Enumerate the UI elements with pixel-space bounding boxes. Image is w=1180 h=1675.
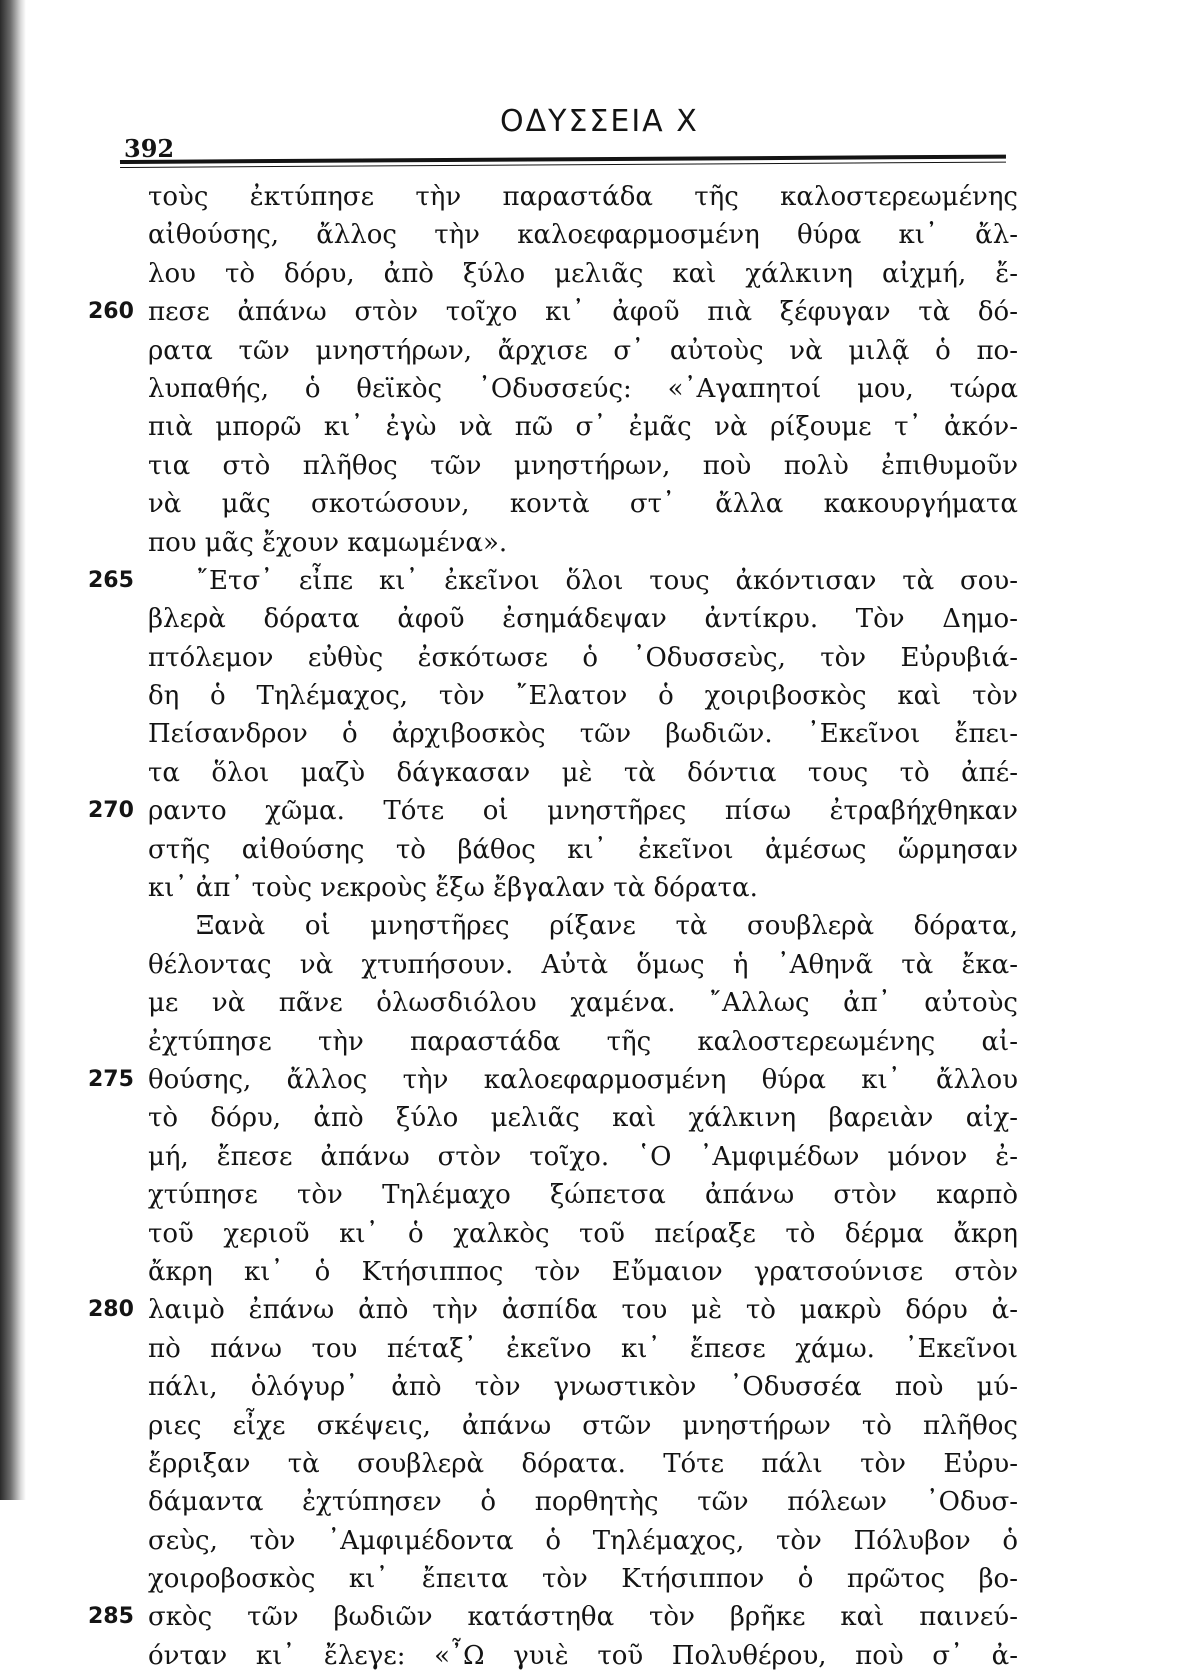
text-line [148, 255, 1018, 293]
line-text: θέλοντας νὰ χτυπήσουν. Αὐτὰ ὅμως ἡ ᾽Αθηνᾶ τὰ ἔκα- [148, 949, 1018, 980]
line-text: κι᾽ ἀπ᾽ τοὺς νεκροὺς ἔξω ἔβγαλαν τὰ δόρατα. [148, 873, 758, 904]
text-line [88, 1061, 1018, 1099]
running-title: ΟΔΥΣΣΕΙΑ Χ [500, 104, 699, 139]
text-line [148, 754, 1018, 792]
text-line [148, 216, 1018, 254]
text-line [148, 1637, 1018, 1675]
text-line [148, 1407, 1018, 1445]
line-text: πεσε ἀπάνω στὸν τοῖχο κι᾽ ἀφοῦ πιὰ ξέφυγαν τὰ δό- [148, 297, 1018, 328]
line-text: λαιμὸ ἐπάνω ἀπὸ τὴν ἀσπίδα του μὲ τὸ μακρὺ δόρυ ἀ- [148, 1295, 1018, 1326]
text-line [148, 715, 1018, 753]
line-text: νὰ μᾶς σκοτώσουν, κοντὰ στ᾽ ἄλλα κακουργήματα [148, 489, 1018, 520]
text-line [148, 178, 1018, 216]
text-line [148, 1560, 1018, 1598]
line-text: μή, ἔπεσε ἀπάνω στὸν τοῖχο. ῾Ο ᾽Αμφιμέδων μόνον ἐ- [148, 1141, 1018, 1172]
text-line [148, 946, 1018, 984]
text-line [148, 524, 1018, 562]
text-line [148, 639, 1018, 677]
text-line [148, 1330, 1018, 1368]
text-line [148, 408, 1018, 446]
line-text: αἰθούσης, ἄλλος τὴν καλοεφαρμοσμένη θύρα κι᾽ ἄλ- [148, 220, 1018, 251]
text-line [148, 1099, 1018, 1137]
text-line [88, 1291, 1018, 1329]
line-text: ραντο χῶμα. Τότε οἱ μνηστῆρες πίσω ἐτραβήχθηκαν [148, 796, 1018, 827]
line-text: λυπαθής, ὁ θεϊκὸς ᾽Οδυσσεύς: «᾽Αγαπητοί μου, τώρα [148, 373, 1018, 404]
line-text: ριες εἶχε σκέψεις, ἀπάνω στῶν μνηστήρων τὸ πλῆθος [148, 1410, 1018, 1441]
text-line [88, 562, 1018, 600]
line-number: 275 [88, 1066, 134, 1092]
text-block [88, 178, 1018, 1675]
text-line [148, 1445, 1018, 1483]
line-text: σκὸς τῶν βωδιῶν κατάστηθα τὸν βρῆκε καὶ παινεύ- [148, 1602, 1018, 1633]
line-text: ῎Ετσ᾽ εἶπε κι᾽ ἐκεῖνοι ὅλοι τους ἀκόντισαν τὰ σου- [196, 565, 1018, 596]
line-text: που μᾶς ἔχουν καμωμένα». [148, 527, 508, 558]
line-text: θούσης, ἄλλος τὴν καλοεφαρμοσμένη θύρα κι᾽ ἄλλου [148, 1064, 1018, 1095]
line-text: όνταν κι᾽ ἔλεγε: «῏Ω γυιὲ τοῦ Πολυθέρου, ποὺ σ᾽ ἀ- [148, 1640, 1018, 1671]
page-number: 392 [124, 134, 175, 163]
line-text: με νὰ πᾶνε ὁλωσδιόλου χαμένα. ῎Αλλως ἀπ᾽ αὐτοὺς [148, 988, 1018, 1019]
line-text: Πείσανδρον ὁ ἀρχιβοσκὸς τῶν βωδιῶν. ᾽Εκεῖνοι ἔπει- [148, 719, 1018, 750]
text-line [148, 1522, 1018, 1560]
text-line [148, 332, 1018, 370]
line-text: δη ὁ Τηλέμαχος, τὸν ῎Ελατον ὁ χοιριβοσκὸς καὶ τὸν [148, 681, 1018, 712]
text-line [148, 1138, 1018, 1176]
text-line [148, 984, 1018, 1022]
line-text: πὸ πάνω του πέταξ᾽ ἐκεῖνο κι᾽ ἔπεσε χάμω. ᾽Εκεῖνοι [148, 1333, 1018, 1364]
book-spine-shadow [0, 0, 26, 1500]
text-line [148, 370, 1018, 408]
line-text: τα ὅλοι μαζὺ δάγκασαν μὲ τὰ δόντια τους τὸ ἀπέ- [148, 757, 1018, 788]
text-line [148, 1215, 1018, 1253]
line-text: ἄκρη κι᾽ ὁ Κτήσιππος τὸν Εὔμαιον γρατσούνισε στὸν [148, 1256, 1018, 1287]
line-text: τὸ δόρυ, ἀπὸ ξύλο μελιᾶς καὶ χάλκινη βαρειὰν αἰχ- [148, 1103, 1018, 1134]
line-text: τοῦ χεριοῦ κι᾽ ὁ χαλκὸς τοῦ πείραξε τὸ δέρμα ἄκρη [148, 1218, 1018, 1249]
text-line [88, 293, 1018, 331]
text-line [148, 1176, 1018, 1214]
text-line [148, 1253, 1018, 1291]
line-text: χοιροβοσκὸς κι᾽ ἔπειτα τὸν Κτήσιππον ὁ πρῶτος βο- [148, 1564, 1018, 1595]
line-number: 270 [88, 798, 134, 824]
line-text: πιὰ μπορῶ κι᾽ ἐγὼ νὰ πῶ σ᾽ ἐμᾶς νὰ ρίξουμε τ᾽ ἀκόν- [148, 412, 1018, 443]
text-line [148, 677, 1018, 715]
text-line [148, 485, 1018, 523]
text-line [148, 1483, 1018, 1521]
line-text: ἐχτύπησε τὴν παραστάδα τῆς καλοστερεωμένης αἰ- [148, 1026, 1018, 1057]
line-text: τοὺς ἐκτύπησε τὴν παραστάδα τῆς καλοστερεωμένης [148, 182, 1018, 212]
line-text: πάλι, ὁλόγυρ᾽ ἀπὸ τὸν γνωστικὸν ᾽Οδυσσέα ποὺ μύ- [148, 1372, 1018, 1403]
line-text: ρατα τῶν μνηστήρων, ἄρχισε σ᾽ αὐτοὺς νὰ μιλᾷ ὁ πο- [148, 335, 1018, 366]
text-line [88, 1598, 1018, 1636]
text-line [148, 447, 1018, 485]
line-text: Ξανὰ οἱ μνηστῆρες ρίξανε τὰ σουβλερὰ δόρατα, [196, 911, 1018, 942]
line-number: 265 [88, 567, 134, 593]
line-number: 280 [88, 1297, 134, 1323]
text-line [88, 792, 1018, 830]
line-text: βλερὰ δόρατα ἀφοῦ ἐσημάδεψαν ἀντίκρυ. Τὸν Δημο- [148, 604, 1018, 635]
text-line [148, 907, 1018, 945]
line-text: τια στὸ πλῆθος τῶν μνηστήρων, ποὺ πολὺ ἐπιθυμοῦν [148, 450, 1018, 481]
text-line [148, 1023, 1018, 1061]
line-number: 260 [88, 299, 134, 325]
line-text: σεὺς, τὸν ᾽Αμφιμέδοντα ὁ Τηλέμαχος, τὸν Πόλυβον ὁ [148, 1525, 1018, 1556]
line-text: δάμαντα ἐχτύπησεν ὁ πορθητὴς τῶν πόλεων ᾽Οδυσ- [148, 1487, 1018, 1518]
line-text: λου τὸ δόρυ, ἀπὸ ξύλο μελιᾶς καὶ χάλκινη αἰχμή, ἔ- [148, 258, 1018, 289]
line-number: 285 [88, 1604, 134, 1630]
line-text: χτύπησε τὸν Τηλέμαχο ξώπετσα ἀπάνω στὸν καρπὸ [148, 1180, 1018, 1211]
text-line [148, 1368, 1018, 1406]
line-text: ἔρριξαν τὰ σουβλερὰ δόρατα. Τότε πάλι τὸν Εὐρυ- [148, 1448, 1018, 1479]
line-text: στῆς αἰθούσης τὸ βάθος κι᾽ ἐκεῖνοι ἀμέσως ὥρμησαν [148, 834, 1018, 865]
text-line [148, 600, 1018, 638]
line-text: πτόλεμον εὐθὺς ἐσκότωσε ὁ ᾽Οδυσσεὺς, τὸν Εὐρυβιά- [148, 642, 1018, 673]
text-line [148, 831, 1018, 869]
header-rule [120, 155, 1006, 168]
text-line [148, 869, 1018, 907]
